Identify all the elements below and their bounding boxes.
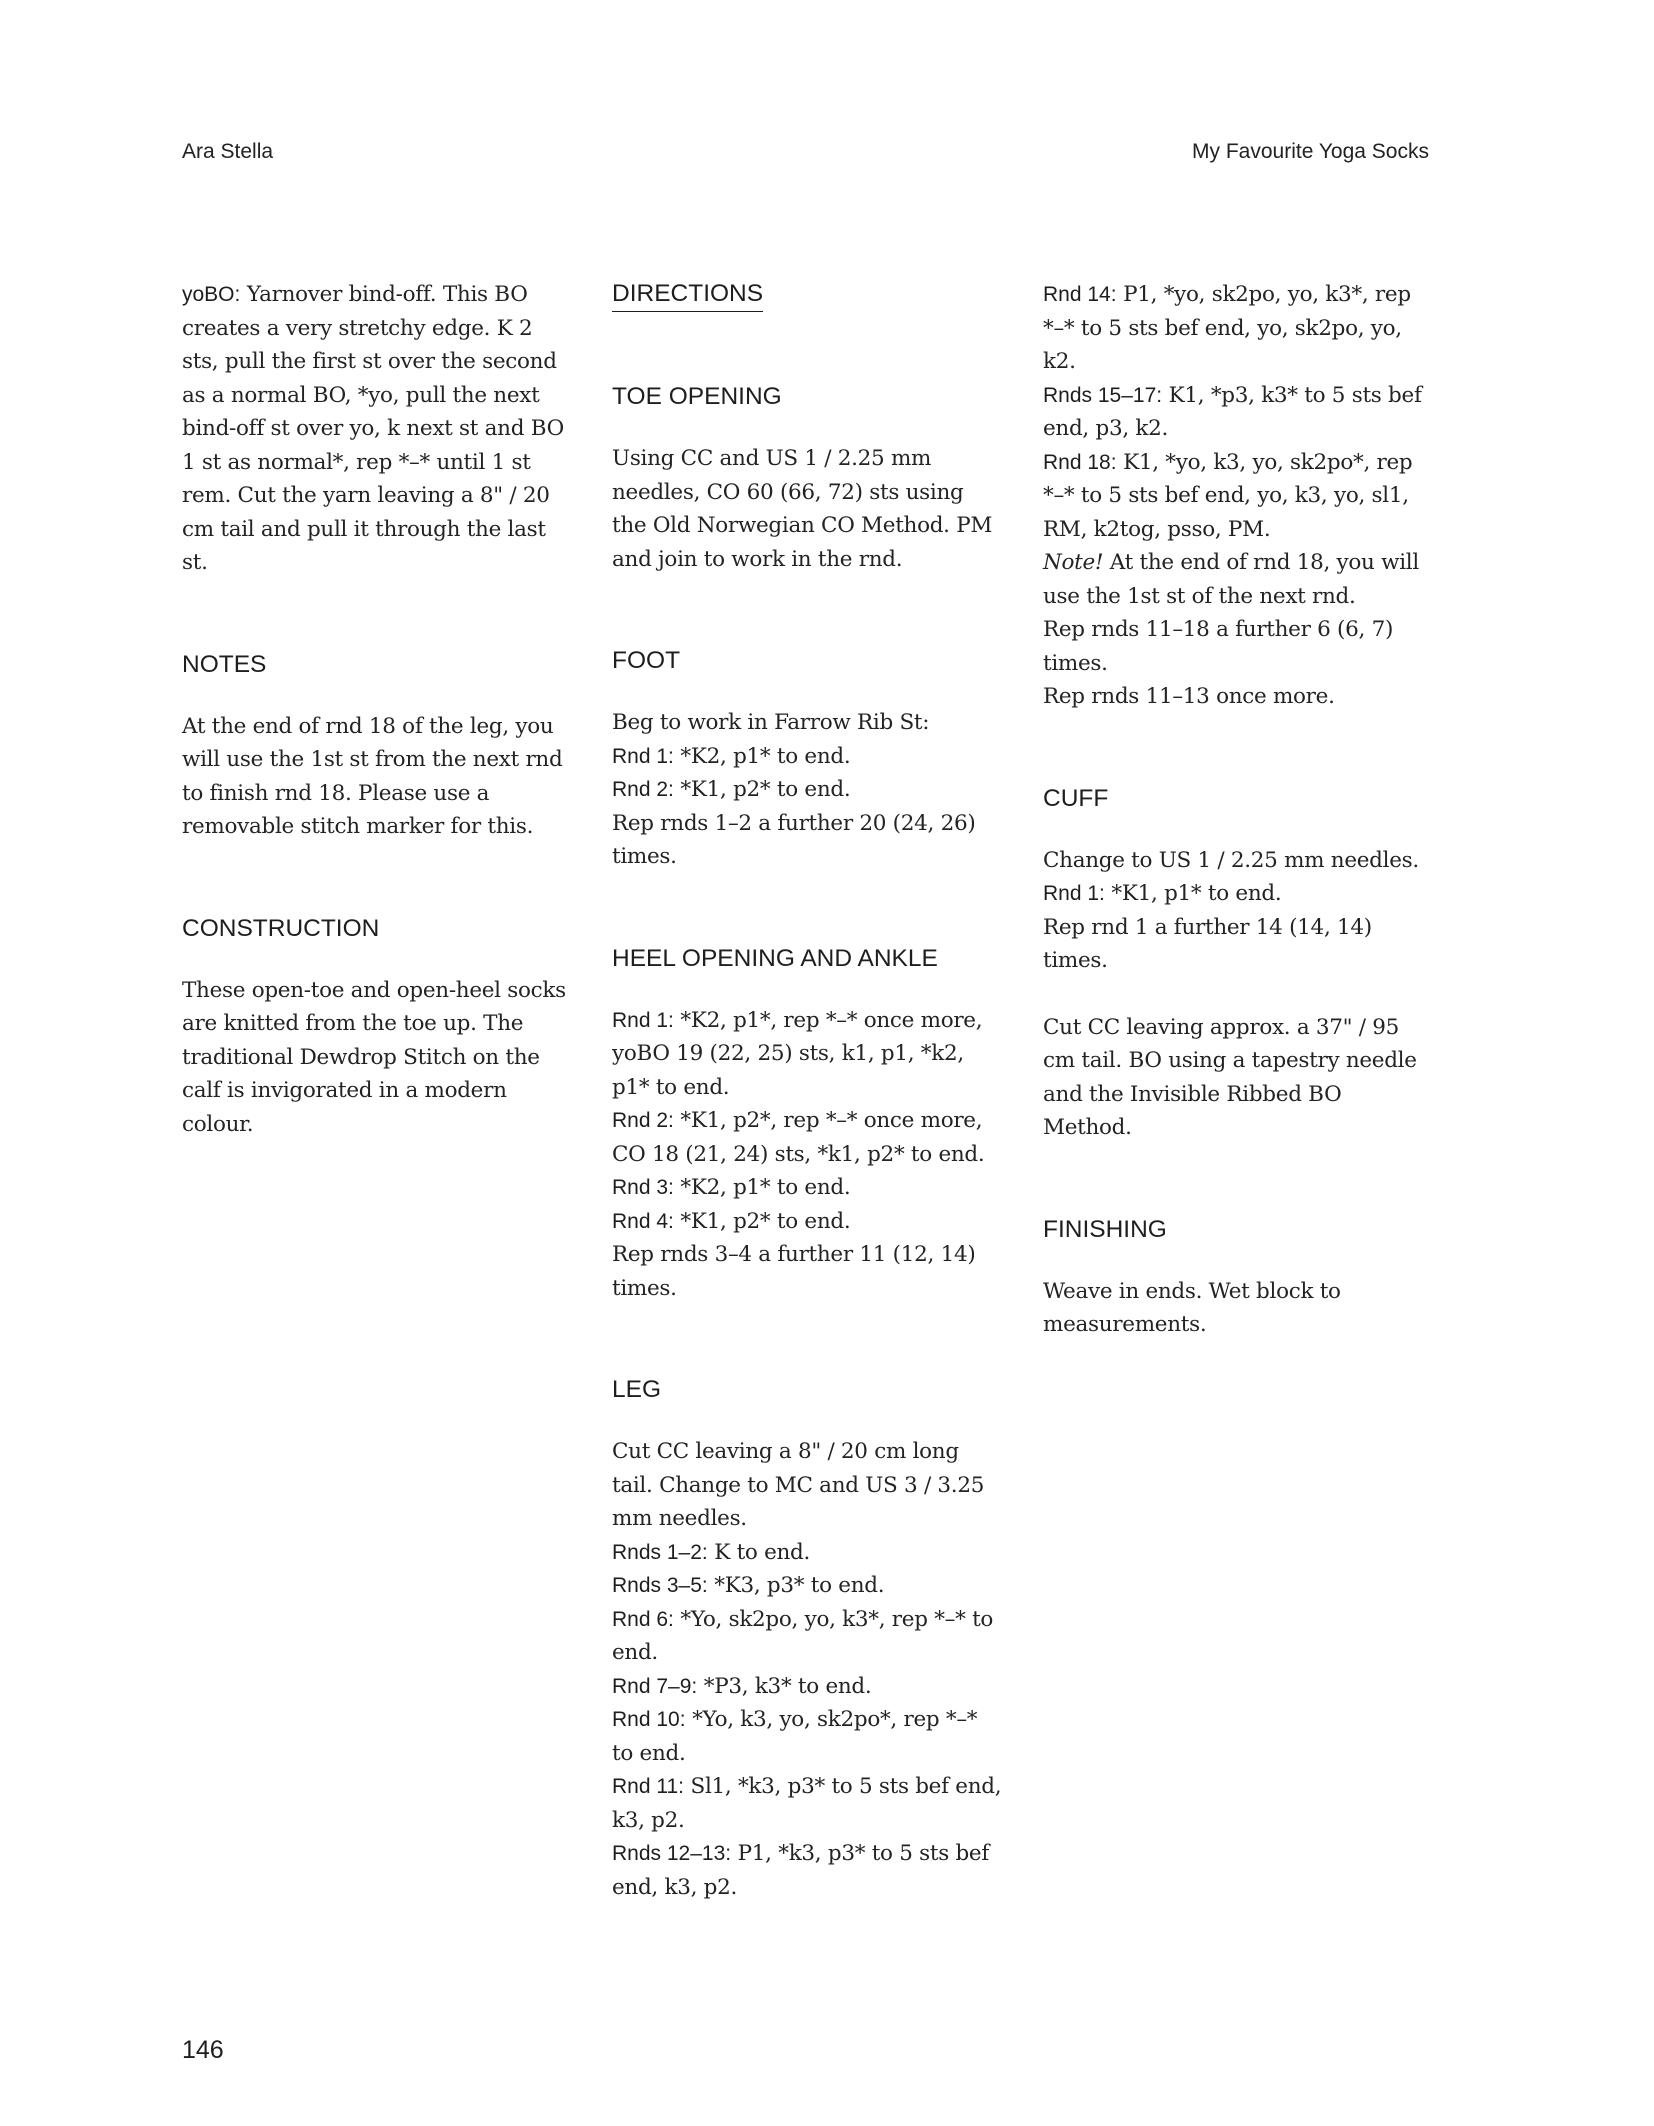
heel-rnd-1 — [612, 1004, 1004, 1105]
leg-rnds-12-13-text: P1, *k3, p3* to 5 sts bef end, k3, p2. — [612, 1841, 990, 1900]
leg-rnd-7-9-label: Rnd 7–9: — [612, 1674, 698, 1698]
cuff-repeat: Rep rnd 1 a further 14 (14, 14) times. — [1043, 914, 1372, 973]
leg-rnds-3-5-text: *K3, p3* to end. — [707, 1573, 885, 1598]
foot-rnd-2 — [612, 773, 1004, 807]
running-header-title: My Favourite Yoga Socks — [1192, 140, 1429, 163]
leg-rnd-14 — [1043, 278, 1435, 379]
leg-rnd-11-label: Rnd 11: — [612, 1775, 684, 1798]
leg-rnds-1-2-label: Rnds 1–2: — [612, 1540, 708, 1564]
yobo-text: Yarnover bind-off. This BO creates a very stretchy edge. K 2 sts, pull the first st over the second as a normal BO, *yo, pull the next bind-off st over yo, k next st and BO 1 st as normal*, rep *–* until 1 st rem. Cut the yarn leaving a 8" / 20 cm tail and pull it through the last st. — [182, 282, 564, 575]
leg-rnd-6-text: *Yo, sk2po, yo, k3*, rep *–* to end. — [612, 1606, 994, 1665]
heel-repeat: Rep rnds 3–4 a further 11 (12, 14) times. — [612, 1242, 976, 1301]
leg-rnd-10 — [612, 1703, 1004, 1770]
notes-heading: NOTES — [182, 650, 267, 678]
toe-opening-text: Using CC and US 1 / 2.25 mm needles, CO 60 (66, 72) sts using the Old Norwegian CO Method. PM and join to work in the rnd. — [612, 446, 993, 572]
foot-section — [612, 646, 1004, 874]
heel-rnd-3-label: Rnd 3: — [612, 1176, 674, 1199]
construction-heading: CONSTRUCTION — [182, 914, 380, 942]
column-1 — [182, 278, 574, 1141]
directions-heading: DIRECTIONS — [612, 279, 763, 312]
leg-rnd-7-9-text: *P3, k3* to end. — [697, 1673, 872, 1699]
column-3 — [1043, 278, 1435, 1342]
heel-rnd-1-text: *K2, p1*, rep *–* once more, yoBO 19 (22, 25) sts, k1, p1, *k2, p1* to end. — [612, 1007, 983, 1100]
heel-rnd-2 — [612, 1104, 1004, 1171]
leg-rnd-10-label: Rnd 10: — [612, 1708, 686, 1731]
leg-rnds-12-13 — [612, 1837, 1004, 1904]
column-2 — [612, 278, 1004, 1904]
heel-rnd-2-label: Rnd 2: — [612, 1109, 674, 1132]
cuff-rnd-1-label: Rnd 1: — [1043, 882, 1105, 905]
leg-rnds-3-5-label: Rnds 3–5: — [612, 1574, 708, 1597]
heel-rnd-3-text: *K2, p1* to end. — [673, 1175, 851, 1200]
leg-repeat-1: Rep rnds 11–18 a further 6 (6, 7) times. — [1043, 617, 1394, 676]
finishing-heading: FINISHING — [1043, 1215, 1167, 1243]
yobo-label: yoBO: — [182, 283, 241, 306]
foot-rnd-2-label: Rnd 2: — [612, 778, 674, 801]
leg-rnd-6-label: Rnd 6: — [612, 1607, 674, 1631]
cuff-cut: Cut CC leaving approx. a 37" / 95 cm tail. BO using a tapestry needle and the Invisible Ribbed BO Method. — [1043, 1014, 1417, 1140]
heel-rnd-3 — [612, 1171, 1004, 1205]
leg-rnd-11 — [612, 1770, 1004, 1837]
leg-rnds-12-13-label: Rnds 12–13: — [612, 1842, 732, 1865]
construction-section — [182, 914, 574, 1142]
heel-rnd-4-label: Rnd 4: — [612, 1209, 674, 1233]
notes-text: At the end of rnd 18 of the leg, you will use the 1st st from the next rnd to finish rnd 18. Please use a removable stitch marker for this. — [182, 713, 563, 839]
note-text: At the end of rnd 18, you will use the 1st st of the next rnd. — [1043, 550, 1419, 609]
finishing-text: Weave in ends. Wet block to measurements. — [1043, 1278, 1341, 1337]
running-header-author: Ara Stella — [182, 140, 274, 163]
cuff-heading: CUFF — [1043, 784, 1109, 812]
heel-rnd-1-label: Rnd 1: — [612, 1008, 674, 1032]
leg-section — [612, 1375, 1004, 1904]
note-label: Note! — [1043, 550, 1104, 575]
leg-rnds-15-17-text: K1, *p3, k3* to 5 sts bef end, p3, k2. — [1043, 382, 1422, 441]
leg-rnd-11-text: Sl1, *k3, p3* to 5 sts bef end, k3, p2. — [612, 1774, 1002, 1833]
heel-section — [612, 944, 1004, 1306]
leg-rnd-18 — [1043, 446, 1435, 547]
leg-rnd-14-text: P1, *yo, sk2po, yo, k3*, rep *–* to 5 sts bef end, yo, sk2po, yo, k2. — [1043, 282, 1411, 374]
foot-rnd-1-text: *K2, p1* to end. — [673, 743, 851, 769]
page-number: 146 — [182, 2036, 224, 2064]
foot-rnd-1 — [612, 740, 1004, 774]
leg-rnd-14-label: Rnd 14: — [1043, 283, 1117, 306]
heel-rnd-2-text: *K1, p2*, rep *–* once more, CO 18 (21, 24) sts, *k1, p2* to end. — [612, 1108, 985, 1167]
heel-rnd-4 — [612, 1205, 1004, 1239]
heel-heading: HEEL OPENING AND ANKLE — [612, 944, 938, 972]
cuff-section — [1043, 784, 1435, 1145]
cuff-rnd-1-text: *K1, p1* to end. — [1104, 881, 1282, 906]
leg-rnds-1-2 — [612, 1536, 1004, 1570]
leg-rnd-18-label: Rnd 18: — [1043, 450, 1117, 474]
leg-intro: Cut CC leaving a 8" / 20 cm long tail. Change to MC and US 3 / 3.25 mm needles. — [612, 1439, 985, 1531]
leg-note — [1043, 546, 1435, 613]
construction-text: These open-toe and open-heel socks are knitted from the toe up. The traditional Dewdrop Stitch on the calf is invigorated in a modern colour. — [182, 977, 566, 1137]
leg-rnds-15-17 — [1043, 379, 1435, 446]
foot-rnd-2-text: *K1, p2* to end. — [673, 777, 851, 802]
toe-opening-section — [612, 382, 1004, 576]
yobo-definition — [182, 278, 574, 580]
heel-rnd-4-text: *K1, p2* to end. — [673, 1208, 851, 1234]
cuff-intro: Change to US 1 / 2.25 mm needles. — [1043, 847, 1419, 873]
notes-section — [182, 650, 574, 844]
leg-rnd-18-text: K1, *yo, k3, yo, sk2po*, rep *–* to 5 sts bef end, yo, k3, yo, sl1, RM, k2tog, psso, PM. — [1043, 449, 1413, 542]
leg-heading: LEG — [612, 1376, 662, 1403]
foot-rnd-1-label: Rnd 1: — [612, 744, 674, 768]
leg-rnd-10-text: *Yo, k3, yo, sk2po*, rep *–* to end. — [612, 1707, 978, 1766]
leg-rnds-1-2-text: K to end. — [707, 1539, 811, 1565]
foot-heading: FOOT — [612, 647, 681, 674]
cuff-rnd-1 — [1043, 877, 1435, 911]
leg-rnds-15-17-label: Rnds 15–17: — [1043, 383, 1163, 407]
leg-rnd-7-9 — [612, 1670, 1004, 1704]
leg-rnds-3-5 — [612, 1569, 1004, 1603]
leg-repeat-2: Rep rnds 11–13 once more. — [1043, 684, 1335, 709]
leg-rnd-6 — [612, 1603, 1004, 1670]
finishing-section — [1043, 1215, 1435, 1342]
foot-intro: Beg to work in Farrow Rib St: — [612, 710, 930, 735]
toe-opening-heading: TOE OPENING — [612, 383, 782, 410]
foot-repeat: Rep rnds 1–2 a further 20 (24, 26) times. — [612, 810, 976, 869]
